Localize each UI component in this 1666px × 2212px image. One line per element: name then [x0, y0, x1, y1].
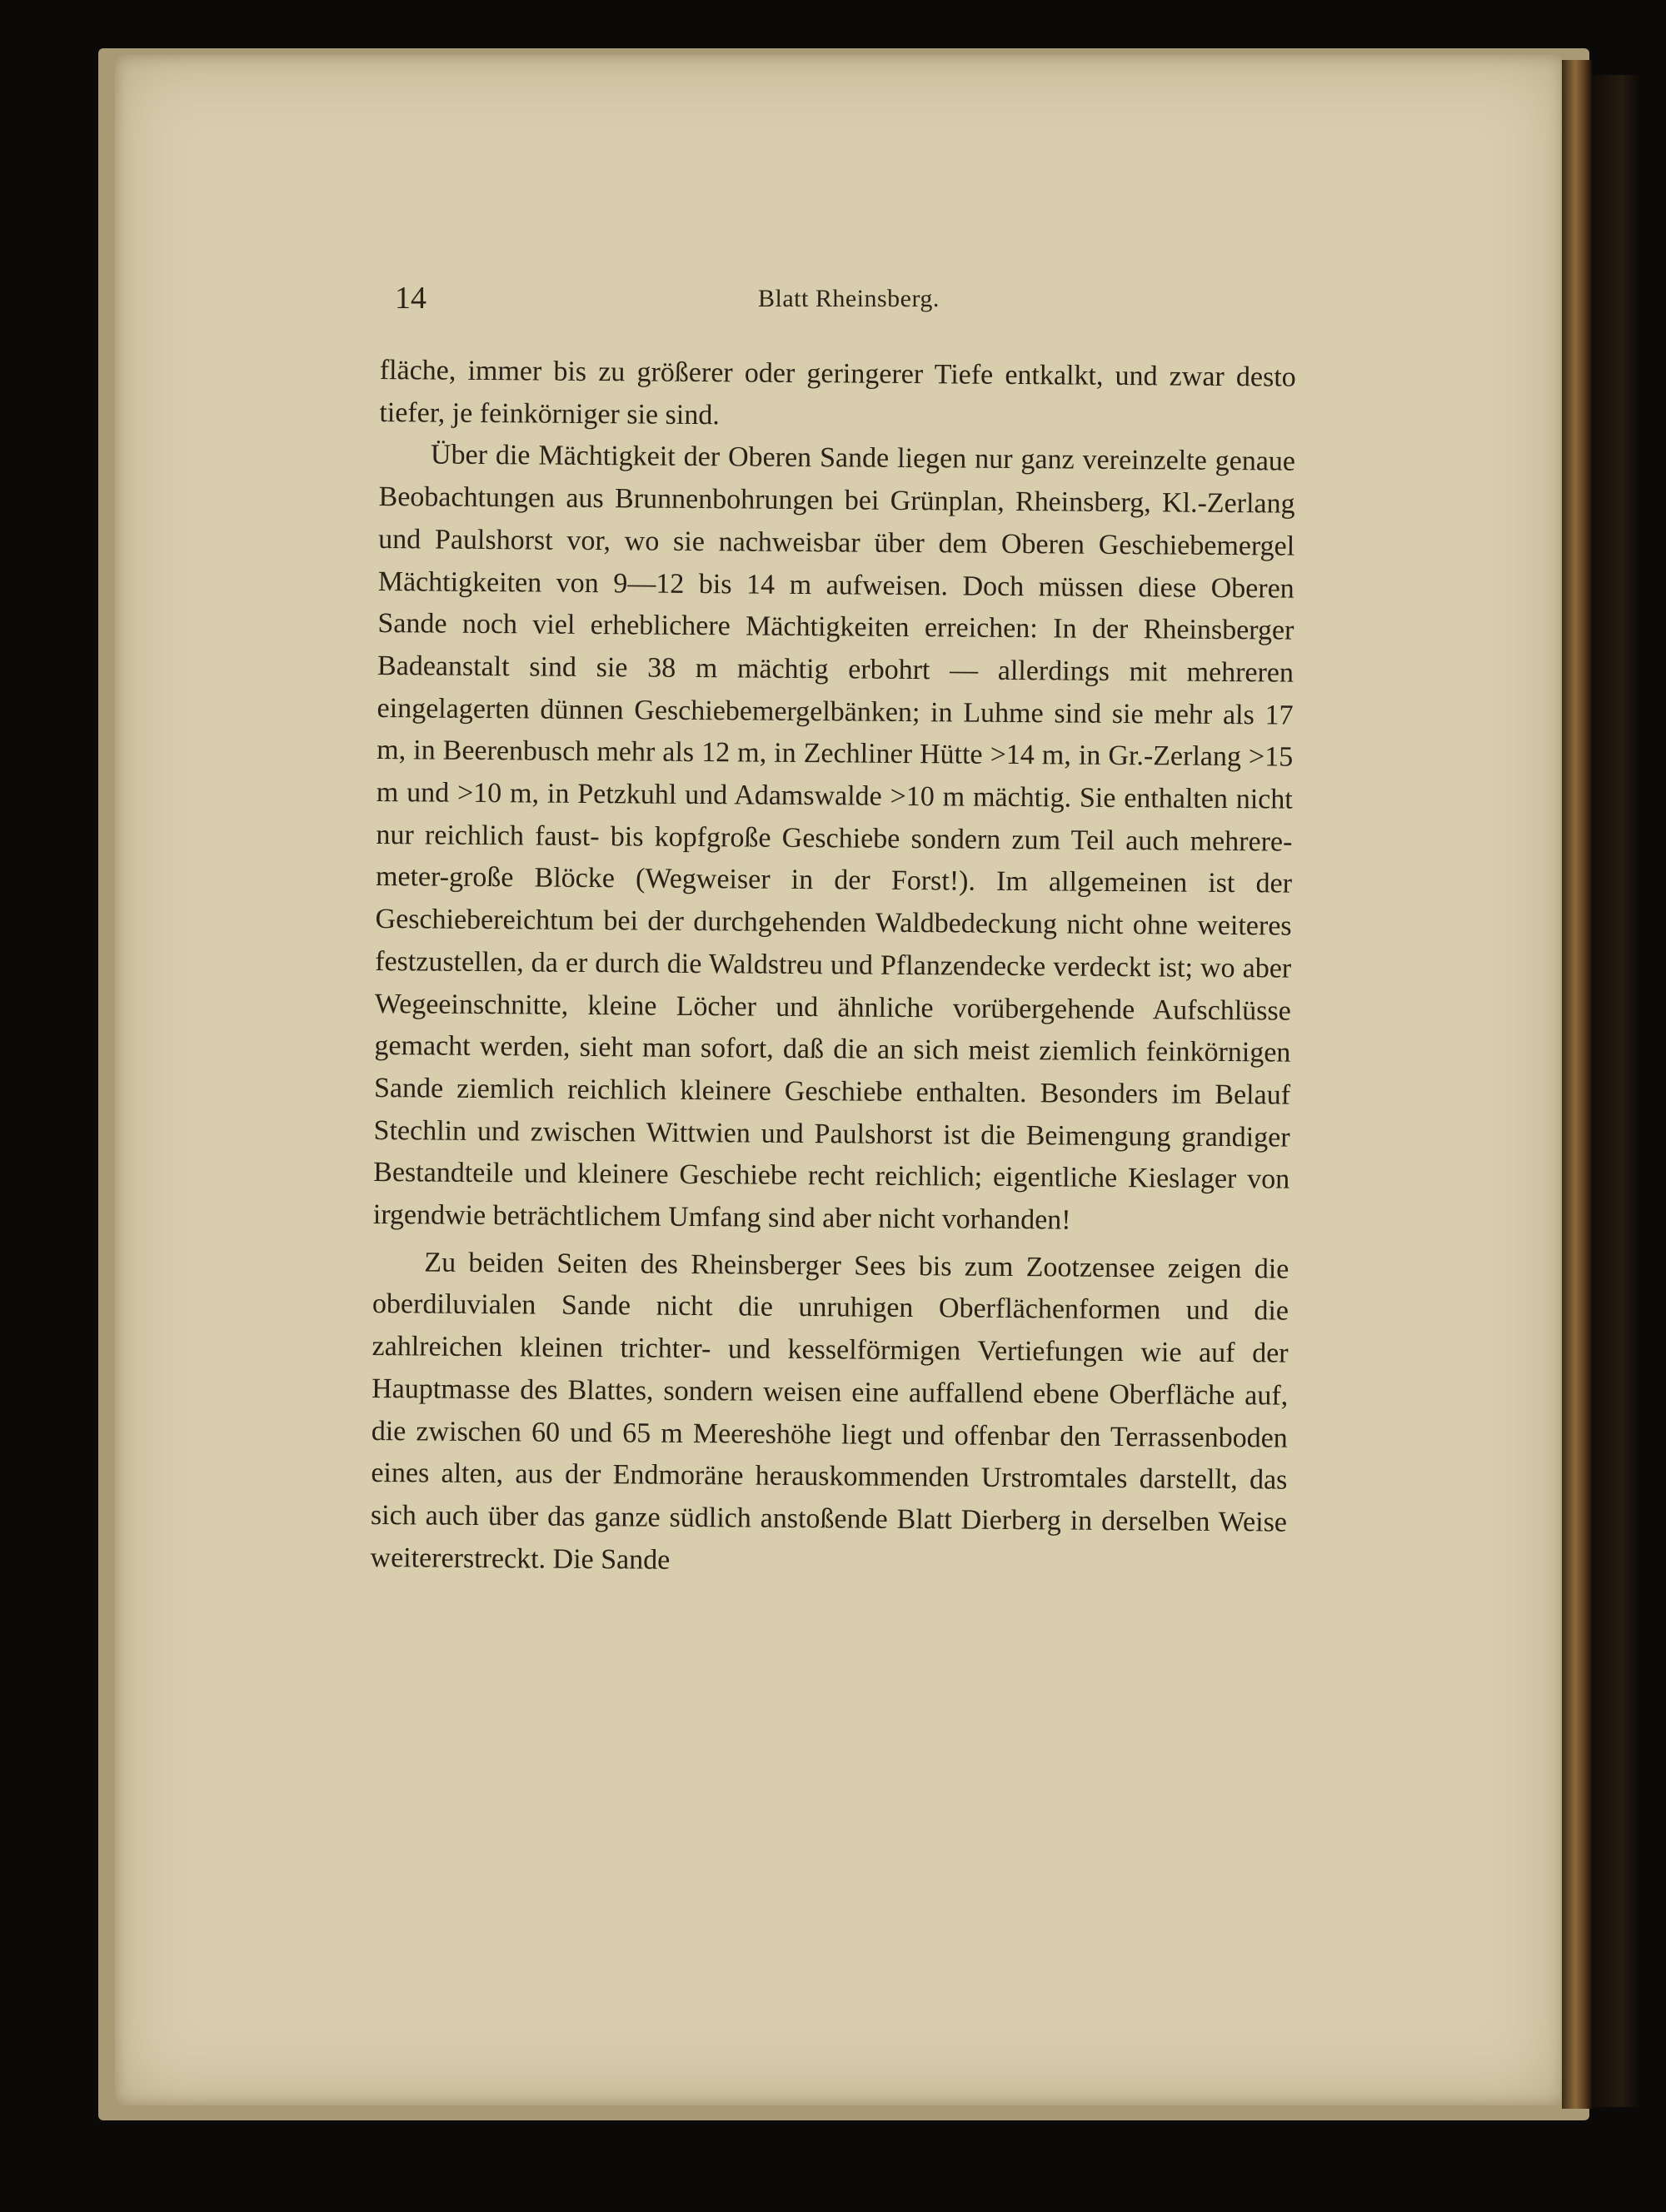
body-text [370, 350, 1296, 1587]
page-number: 14 [395, 281, 426, 316]
paragraph-1: fläche, immer bis zu größerer oder geringerer Tiefe entkalkt, und zwar desto tiefer, je feinkörniger sie sind. [379, 354, 1296, 431]
paragraph-3: Zu beiden Seiten des Rheinsberger Sees bis zum Zootzensee zeigen die oberdiluvialen Sande nicht die unruhigen Oberflächenformen und die zahlreichen kleinen trichter- und kesselförmigen Vertiefungen wie auf der Hauptmasse des Blattes, sondern weisen eine auffallend ebene Oberfläche auf, die zwischen 60 und 65 m Meereshöhe liegt und offenbar den Terrassenboden eines alten, aus der Endmoräne herauskommenden Urstromtales darstellt, das sich auch über das ganze südlich anstoßende Blatt Dierberg in derselben Weise weitererstreckt. Die Sande [370, 1247, 1289, 1576]
facing-page-edge [1592, 75, 1642, 2107]
book-spine [1562, 60, 1592, 2109]
running-head [395, 280, 1303, 321]
running-title: Blatt Rheinsberg. [758, 285, 940, 312]
paragraph-2: Über die Mächtigkeit der Oberen Sande liegen nur ganz vereinzelte genaue Beobachtungen aus Brunnenbohrungen bei Grünplan, Rheinsberg, Kl.-Zerlang und Paulshorst vor, wo sie nachweisbar über dem Oberen Geschiebemergel Mächtigkeiten von 9—12 bis 14 m aufweisen. Doch müssen diese Oberen Sande noch viel erheblichere Mächtigkeiten erreichen: In der Rheinsberger Badeanstalt sind sie 38 m mächtig erbohrt — allerdings mit mehreren eingelagerten dünnen Geschiebemergelbänken; in Luhme sind sie mehr als 17 m, in Beerenbusch mehr als 12 m, in Zechliner Hütte >14 m, in Gr.-Zerlang >15 m und >10 m, in Petzkuhl und Adamswalde >10 m mächtig. Sie enthalten nicht nur reichlich faust- bis kopfgroße Geschiebe sondern zum Teil auch mehrere-meter-große Blöcke (Wegweiser in der Forst!). Im allgemeinen ist der Geschiebereichtum bei der durchgehenden Waldbedeckung nicht ohne weiteres festzustellen, da er durch die Waldstreu und Pflanzendecke verdeckt ist; wo aber Wegeeinschnitte, kleine Löcher und ähnliche vorübergehende Aufschlüsse gemacht werden, sieht man sofort, daß die an sich meist ziemlich feinkörnigen Sande ziemlich reichlich kleinere Geschiebe enthalten. Besonders im Belauf Stechlin und zwischen Wittwien und Paulshorst ist die Beimengung grandiger Bestandteile und kleinere Geschiebe recht reichlich; eigentliche Kieslager von irgendwie beträchtlichem Umfang sind aber nicht vorhanden! [372, 439, 1296, 1236]
